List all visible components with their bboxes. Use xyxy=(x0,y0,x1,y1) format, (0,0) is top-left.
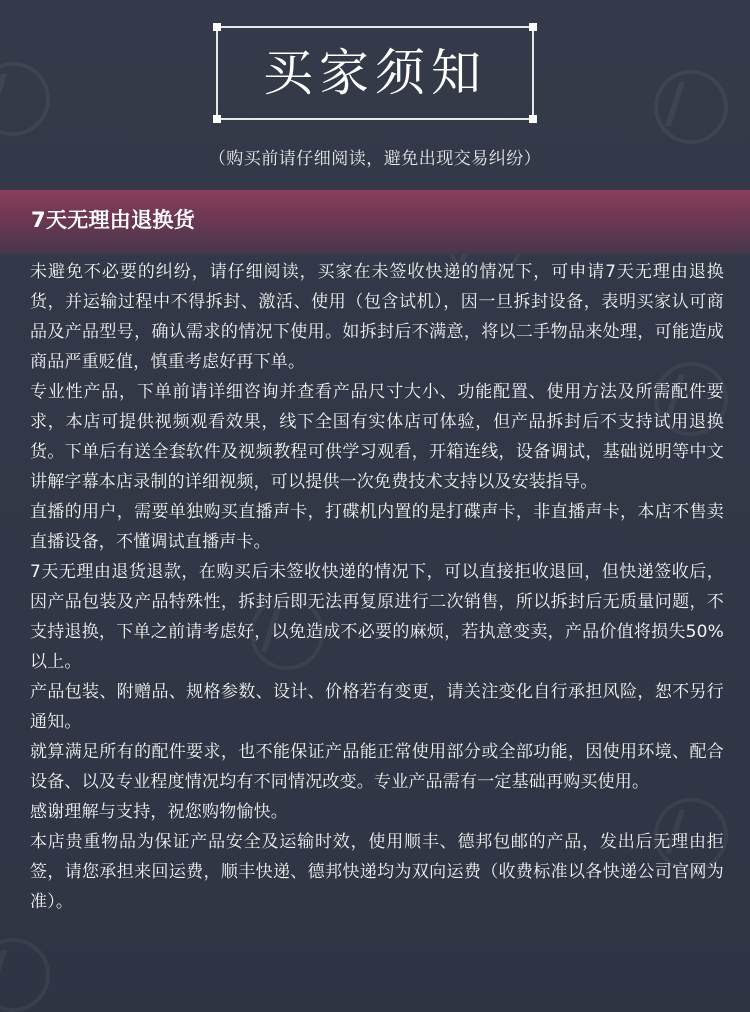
section-header-band xyxy=(0,190,750,254)
policy-paragraph-3: 直播的用户，需要单独购买直播声卡，打碟机内置的是打碟声卡，非直播声卡，本店不售卖直播设备，不懂调试直播声卡。 xyxy=(30,502,724,552)
frame-corner xyxy=(213,23,221,31)
title-frame xyxy=(216,26,534,120)
frame-corner xyxy=(529,23,537,31)
policy-paragraph-7: 感谢理解与支持，祝您购物愉快。 xyxy=(30,802,288,822)
page-title: 买家须知 xyxy=(263,44,487,102)
return-policy-section xyxy=(0,190,750,1000)
policy-paragraph-8: 本店贵重物品为保证产品安全及运输时效，使用顺丰、德邦包邮的产品，发出后无理由拒签，请您承担来回运费，顺丰快递、德邦快递均为双向运费（收费标准以各快递公司官网为准）。 xyxy=(30,832,724,912)
policy-paragraph-2: 专业性产品，下单前请详细咨询并查看产品尺寸大小、功能配置、使用方法及所需配件要求，本店可提供视频观看效果，线下全国有实体店可体验，但产品拆封后不支持试用退换货。下单后有送全套软件及视频教程可供学习观看，开箱连线，设备调试，基础说明等中文讲解字幕本店录制的详细视频，可以提供一次免费技术支持以及安装指导。 xyxy=(30,382,724,492)
frame-corner xyxy=(529,115,537,123)
page-header xyxy=(0,0,750,190)
policy-paragraph-4: 7天无理由退货退款，在购买后未签收快递的情况下，可以直接拒收退回，但快递签收后，因产品包装及产品特殊性，拆封后即无法再复原进行二次销售，所以拆封后无质量问题，不支持退换，下单之前请考虑好，以免造成不必要的麻烦，若执意变卖，产品价值将损失50%以上。 xyxy=(30,562,724,672)
frame-corner xyxy=(213,115,221,123)
policy-content xyxy=(30,257,724,917)
section-title: 7天无理由退换货 xyxy=(31,208,196,232)
policy-paragraph-6: 就算满足所有的配件要求，也不能保证产品能正常使用部分或全部功能，因使用环境、配合设备、以及专业程度情况均有不同情况改变。专业产品需有一定基础再购买使用。 xyxy=(30,742,724,792)
policy-paragraph-5: 产品包装、附赠品、规格参数、设计、价格若有变更，请关注变化自行承担风险，恕不另行通知。 xyxy=(30,682,724,732)
policy-paragraph-1: 未避免不必要的纠纷，请仔细阅读，买家在未签收快递的情况下，可申请7天无理由退换货，并运输过程中不得拆封、激活、使用（包含试机），因一旦拆封设备，表明买家认可商品及产品型号，确认需求的情况下使用。如拆封后不满意，将以二手物品来处理，可能造成商品严重贬值，慎重考虑好再下单。 xyxy=(30,262,724,372)
page-subtitle: （购买前请仔细阅读，避免出现交易纠纷） xyxy=(208,149,542,169)
